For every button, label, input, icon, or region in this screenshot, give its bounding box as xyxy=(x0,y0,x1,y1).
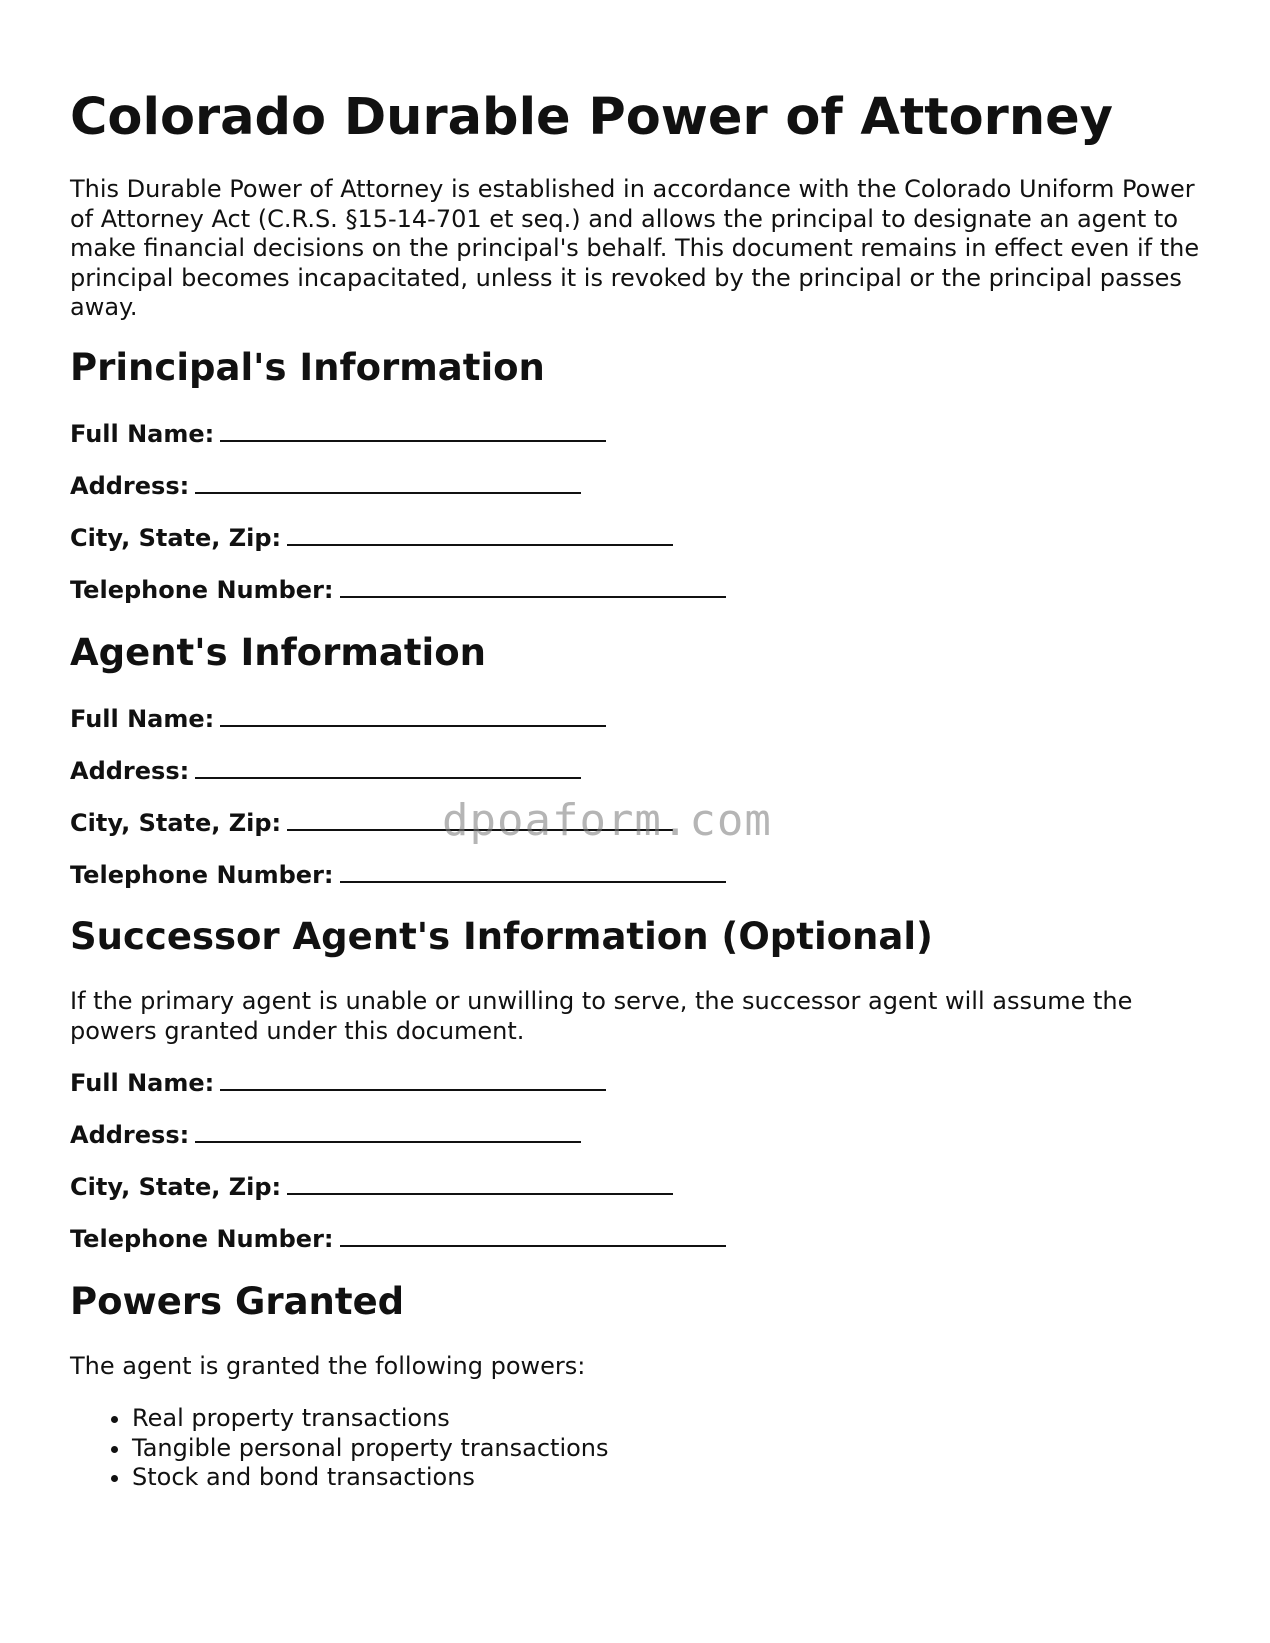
successor-description: If the primary agent is unable or unwilling to serve, the successor agent will assume the powers granted under this document. xyxy=(70,987,1133,1045)
successor-address-field xyxy=(70,1119,581,1150)
successor-city-field xyxy=(70,1171,673,1202)
field-label: Address: xyxy=(70,757,190,785)
document-title: Colorado Durable Power of Attorney xyxy=(70,88,1113,147)
agent-address-field xyxy=(70,755,581,786)
successor-address-blank[interactable] xyxy=(195,1119,581,1143)
principal-city-field xyxy=(70,522,673,553)
powers-intro: The agent is granted the following powers: xyxy=(70,1352,586,1380)
successor-phone-blank[interactable] xyxy=(340,1223,726,1247)
field-label: Full Name: xyxy=(70,705,215,733)
powers-list xyxy=(70,1404,609,1493)
intro-paragraph: This Durable Power of Attorney is established in accordance with the Colorado Uniform Power of Attorney Act (C.R.S. §15-14-701 et seq.) and allows the principal to designate an agent to make financial decisions on the principal's behalf. This document remains in effect even if the principal becomes incapacitated, unless it is revoked by the principal or the principal passes away. xyxy=(70,175,1200,321)
principal-phone-blank[interactable] xyxy=(340,574,726,598)
agent-phone-blank[interactable] xyxy=(340,859,726,883)
successor-heading: Successor Agent's Information (Optional) xyxy=(70,915,933,958)
agent-address-blank[interactable] xyxy=(195,755,581,779)
field-label: City, State, Zip: xyxy=(70,809,282,837)
field-label: Address: xyxy=(70,1121,190,1149)
list-item: • Real property transactions xyxy=(132,1404,609,1434)
agent-phone-field xyxy=(70,859,726,890)
powers-heading: Powers Granted xyxy=(70,1280,405,1323)
principal-address-blank[interactable] xyxy=(195,470,581,494)
successor-phone-field xyxy=(70,1223,726,1254)
successor-full-name-blank[interactable] xyxy=(220,1067,606,1091)
field-label: City, State, Zip: xyxy=(70,524,282,552)
field-label: Full Name: xyxy=(70,1069,215,1097)
principal-address-field xyxy=(70,470,581,501)
principal-full-name-blank[interactable] xyxy=(220,418,606,442)
list-item: • Tangible personal property transactions xyxy=(132,1434,609,1464)
field-label: Full Name: xyxy=(70,420,215,448)
agent-full-name-blank[interactable] xyxy=(220,703,606,727)
agent-heading: Agent's Information xyxy=(70,631,486,674)
field-label: Telephone Number: xyxy=(70,1225,334,1253)
field-label: Telephone Number: xyxy=(70,861,334,889)
principal-phone-field xyxy=(70,574,726,605)
successor-full-name-field xyxy=(70,1067,606,1098)
field-label: Address: xyxy=(70,472,190,500)
principal-heading: Principal's Information xyxy=(70,346,545,389)
field-label: City, State, Zip: xyxy=(70,1173,282,1201)
watermark: dpoaform.com xyxy=(442,795,772,846)
successor-city-blank[interactable] xyxy=(287,1171,673,1195)
principal-full-name-field xyxy=(70,418,606,449)
agent-full-name-field xyxy=(70,703,606,734)
field-label: Telephone Number: xyxy=(70,576,334,604)
principal-city-blank[interactable] xyxy=(287,522,673,546)
list-item: • Stock and bond transactions xyxy=(132,1463,609,1493)
